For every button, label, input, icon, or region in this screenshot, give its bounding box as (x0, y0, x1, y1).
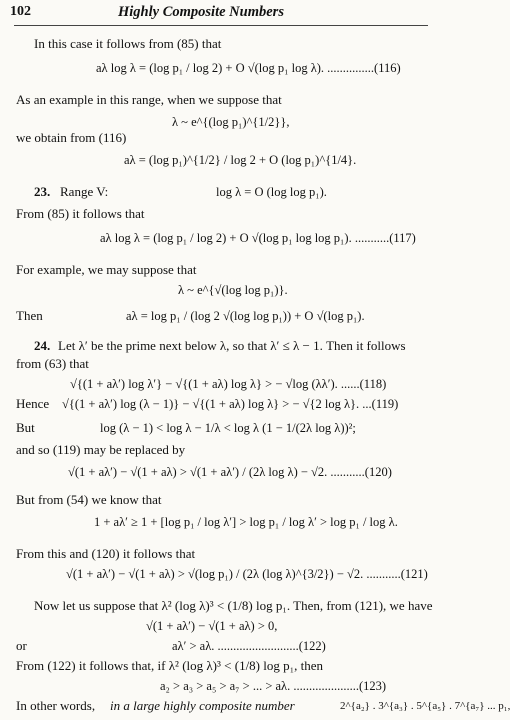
text-line: In other words, (16, 698, 96, 713)
equation-123: a₂ > a₃ > a₅ > a₇ > ... > aλ. .....................(123) (160, 679, 387, 693)
equation-line: 1 + aλ′ ≥ 1 + [log p₁ / log λ′] > log p₁ / log λ′ > log p₁ / log λ. (94, 515, 398, 529)
text-line: From this and (120) it follows that (16, 546, 196, 561)
text-line: But from (54) we know that (16, 492, 162, 507)
text-line: From (122) it follows that, if λ² (log λ)³ < (1/8) log p₁, then (16, 658, 324, 673)
text-line: For example, we may suppose that (16, 262, 197, 277)
equation-line: 2^{a₂} . 3^{a₃} . 5^{a₅} . 7^{a₇} ... p₁, (340, 700, 510, 712)
equation-121: √(1 + aλ′) − √(1 + aλ) > √(log p₁) / (2λ (log λ)^{3/2}) − √2. ...........(121) (66, 567, 428, 581)
italic-text: in a large highly composite number (110, 698, 295, 713)
header-rule (14, 25, 428, 26)
text-line: From (85) it follows that (16, 206, 145, 221)
text-line: Hence (16, 396, 50, 411)
text-line: In this case it follows from (85) that (34, 36, 222, 51)
section-title: Range V: (60, 184, 109, 199)
text-line: Now let us suppose that λ² (log λ)³ < (1/8) log p₁. Then, from (121), we have (34, 598, 433, 613)
equation-line: aλ = log p₁ / (log 2 √(log log p₁)) + O √(log p₁). (126, 309, 365, 323)
text-line: or (16, 638, 27, 653)
text-line: As an example in this range, when we suppose that (16, 92, 282, 107)
equation-116: aλ log λ = (log p₁ / log 2) + O √(log p₁ log λ). ...............(116) (96, 61, 401, 75)
equation-118: √{(1 + aλ′) log λ′} − √{(1 + aλ) log λ} > − √log (λλ′). ......(118) (70, 377, 387, 391)
text-line: Let λ′ be the prime next below λ, so that λ′ ≤ λ − 1. Then it follows (58, 338, 406, 353)
text-line: and so (119) may be replaced by (16, 442, 186, 457)
section-number-23: 23. (34, 184, 51, 199)
text-line: Then (16, 308, 43, 323)
equation-line: √(1 + aλ′) − √(1 + aλ) > 0, (146, 619, 278, 633)
text-line: But (16, 420, 35, 435)
section-number-24: 24. (34, 338, 51, 353)
running-title: Highly Composite Numbers (118, 4, 284, 20)
equation-line: λ ~ e^{√(log log p₁)}. (178, 283, 288, 297)
equation-119: √{(1 + aλ′) log (λ − 1)} − √{(1 + aλ) log λ} > − √{2 log λ}. ...(119) (62, 397, 399, 411)
text-line: we obtain from (116) (16, 130, 127, 145)
equation-117: aλ log λ = (log p₁ / log 2) + O √(log p₁ log log p₁). ...........(117) (100, 231, 416, 245)
equation-122: aλ′ > aλ. ..........................(122) (172, 639, 326, 653)
equation-120: √(1 + aλ′) − √(1 + aλ) > √(1 + aλ′) / (2λ log λ) − √2. ...........(120) (68, 465, 392, 479)
page-number: 102 (10, 4, 31, 19)
equation-line: aλ = (log p₁)^{1/2} / log 2 + O (log p₁)^{1/4}. (124, 153, 357, 167)
equation-line: log λ = O (log log p₁). (216, 185, 327, 199)
equation-line: log (λ − 1) < log λ − 1/λ < log λ (1 − 1/(2λ log λ))²; (100, 421, 356, 435)
equation-line: λ ~ e^{(log p₁)^{1/2}}, (172, 115, 290, 129)
text-line: from (63) that (16, 356, 89, 371)
